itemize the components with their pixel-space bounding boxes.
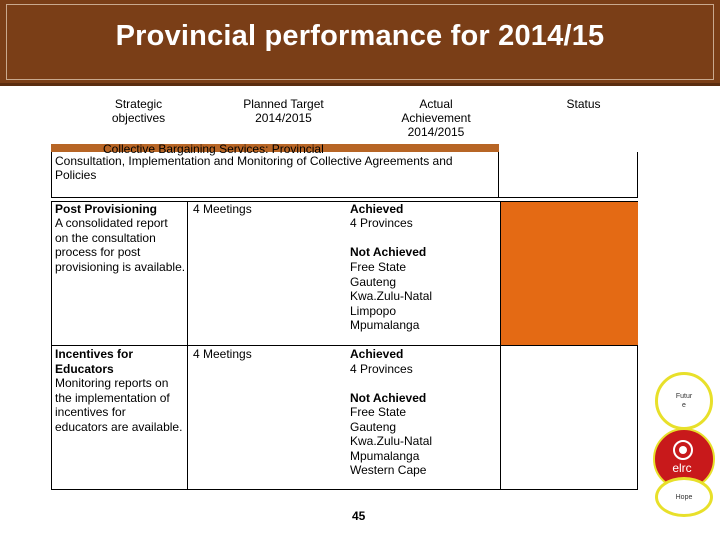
header-actual: Actual Achievement 2014/2015: [401, 97, 471, 139]
section-title-cell: [51, 152, 499, 198]
row1-achieved-value: 4 Provinces: [350, 216, 413, 230]
row-divider: [52, 345, 637, 346]
row1-not-achieved-list: Free State Gauteng Kwa.Zulu-Natal Limpopo Mpumalanga: [350, 260, 433, 332]
elrc-logo-text: elrc: [672, 461, 692, 475]
performance-table: [51, 97, 638, 490]
future-badge-text: Futur e: [675, 393, 693, 409]
title-bar: [0, 0, 720, 86]
data-grid: [51, 201, 638, 490]
section-title-line1: Collective Bargaining Services: Provincial: [103, 142, 324, 156]
row2-not-achieved-label: Not Achieved: [350, 391, 427, 405]
row2-achieved-label: Achieved: [350, 347, 404, 361]
row1-objective-body: A consolidated report on the consultation process for post provisioning is available.: [55, 216, 186, 274]
row1-planned: 4 Meetings: [193, 202, 252, 216]
title-frame: [6, 4, 714, 80]
hope-badge-text: Hope: [675, 493, 693, 501]
hope-badge: [655, 477, 713, 517]
header-status: Status: [566, 97, 601, 111]
status-cell-row1: [500, 202, 638, 345]
row1-not-achieved-label: Not Achieved: [350, 245, 427, 259]
section-status-cell: [499, 152, 638, 198]
row1-achieved-label: Achieved: [350, 202, 404, 216]
slide-title: Provincial performance for 2014/15: [115, 19, 605, 52]
logo-group: [655, 372, 715, 522]
row2-achieved-value: 4 Provinces: [350, 362, 413, 376]
section-title-line2: Consultation, Implementation and Monitoring of Collective Agreements and: [55, 154, 453, 168]
future-badge: [655, 372, 713, 430]
section-title-line3: Policies: [55, 168, 97, 182]
row1-objective-title: Post Provisioning: [55, 202, 158, 216]
row2-objective-body: Monitoring reports on the implementation of incentives for educators are available.: [55, 376, 183, 434]
page-number: 45: [352, 509, 366, 523]
header-objectives: Strategic objectives: [111, 97, 166, 125]
row2-planned: 4 Meetings: [193, 347, 252, 361]
header-planned: Planned Target 2014/2015: [243, 97, 324, 125]
row2-objective-title: Incentives for Educators: [55, 347, 134, 376]
row2-not-achieved-list: Free State Gauteng Kwa.Zulu-Natal Mpumalanga Western Cape: [350, 405, 433, 477]
